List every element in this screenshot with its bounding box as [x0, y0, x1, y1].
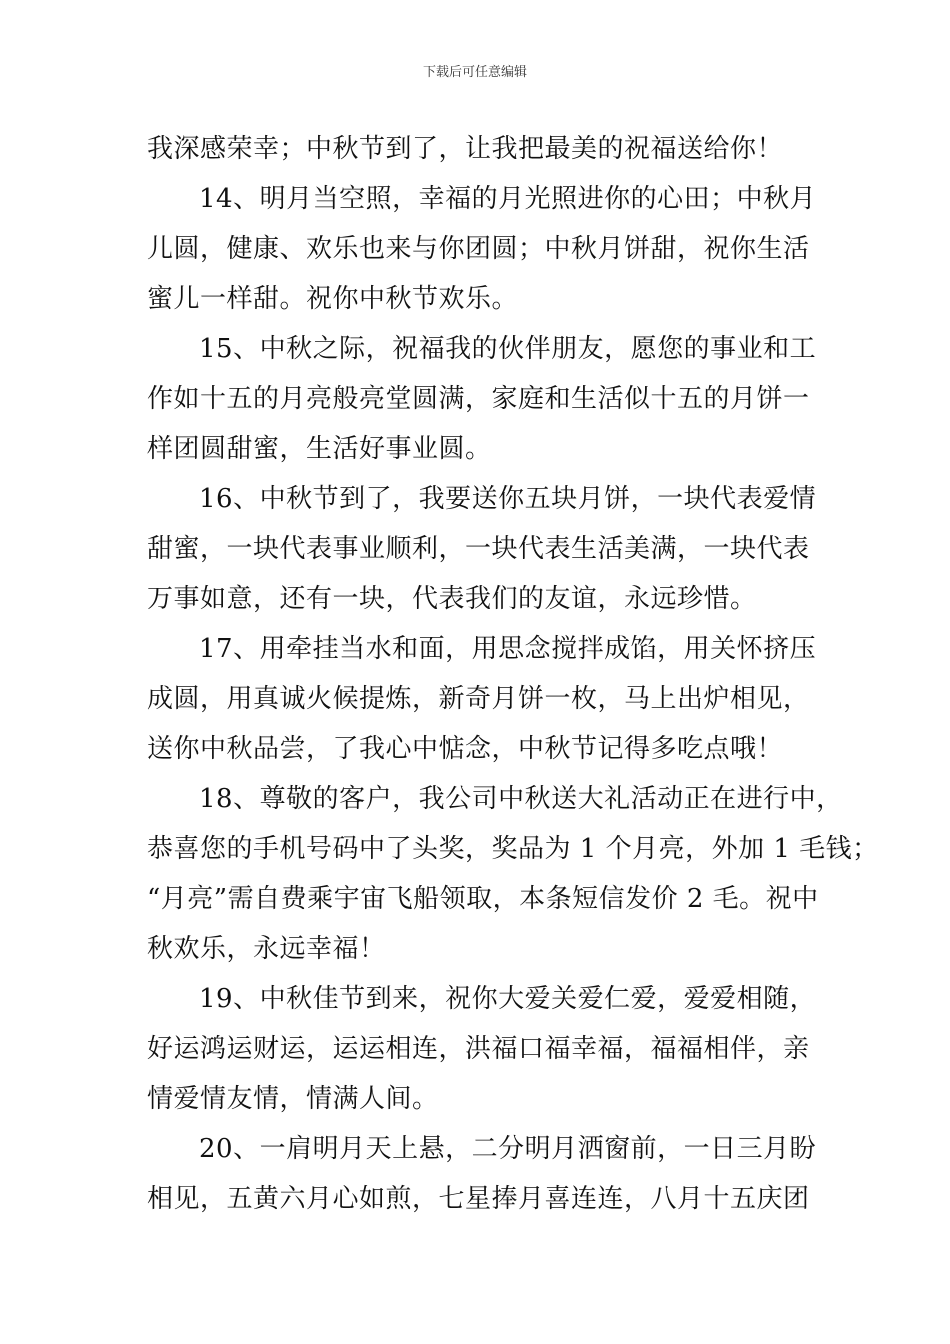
- text-line: 15、中秋之际，祝福我的伙伴朋友，愿您的事业和工: [199, 334, 817, 364]
- text-line: 16、中秋节到了，我要送你五块月饼，一块代表爱情: [199, 484, 817, 514]
- page-header: 下载后可任意编辑: [422, 65, 527, 80]
- text-line: 恭喜您的手机号码中了头奖，奖品为 1 个月亮，外加 1 毛钱；: [147, 834, 879, 864]
- text-line: 情爱情友情，情满人间。: [147, 1084, 439, 1114]
- text-line: 我深感荣幸；中秋节到了，让我把最美的祝福送给你！: [147, 134, 784, 164]
- text-line: 万事如意，还有一块，代表我们的友谊，永远珍惜。: [147, 584, 757, 614]
- text-line: 好运鸿运财运，运运相连，洪福口福幸福，福福相伴，亲: [147, 1034, 810, 1064]
- text-line: “月亮”需自费乘宇宙飞船领取，本条短信发价 2 毛。祝中: [147, 884, 819, 914]
- text-line: 秋欢乐，永远幸福！: [147, 934, 386, 964]
- text-line: 相见，五黄六月心如煎，七星捧月喜连连，八月十五庆团: [147, 1184, 810, 1214]
- text-line: 成圆，用真诚火候提炼，新奇月饼一枚，马上出炉相见，: [147, 684, 810, 714]
- text-line: 儿圆，健康、欢乐也来与你团圆；中秋月饼甜，祝你生活: [147, 234, 810, 264]
- text-line: 作如十五的月亮般亮堂圆满，家庭和生活似十五的月饼一: [147, 384, 810, 414]
- text-line: 19、中秋佳节到来，祝你大爱关爱仁爱，爱爱相随，: [199, 984, 817, 1014]
- text-line: 17、用牵挂当水和面，用思念搅拌成馅，用关怀挤压: [199, 634, 817, 664]
- text-line: 甜蜜，一块代表事业顺利，一块代表生活美满，一块代表: [147, 534, 810, 564]
- text-line: 样团圆甜蜜，生活好事业圆。: [147, 434, 492, 464]
- document-body: [147, 124, 879, 1224]
- text-line: 18、尊敬的客户，我公司中秋送大礼活动正在进行中，: [199, 784, 843, 814]
- text-line: 20、一肩明月天上悬，二分明月洒窗前，一日三月盼: [199, 1134, 817, 1164]
- text-line: 蜜儿一样甜。祝你中秋节欢乐。: [147, 284, 519, 314]
- text-line: 送你中秋品尝，了我心中惦念，中秋节记得多吃点哦！: [147, 734, 784, 764]
- text-line: 14、明月当空照，幸福的月光照进你的心田；中秋月: [199, 184, 817, 214]
